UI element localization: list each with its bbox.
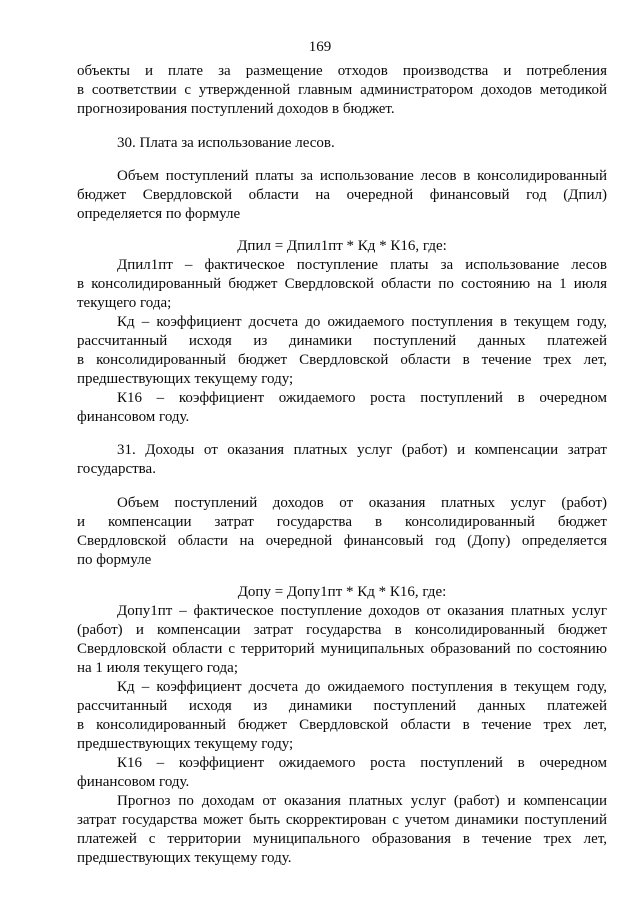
text-line: рассчитанный исходя из динамики поступлений данных платежей	[77, 698, 607, 714]
text-line: К16 – коэффициент ожидаемого роста поступлений в очередном	[117, 755, 607, 771]
section-heading: 31. Доходы от оказания платных услуг (работ) и компенсации затрат	[117, 442, 607, 458]
text-line: затрат государства может быть скорректирован с учетом динамики поступлений	[77, 812, 607, 828]
text-line: по формуле	[77, 552, 152, 568]
text-line: объекты и плате за размещение отходов производства и потребления	[77, 63, 607, 79]
text-line: и компенсации затрат государства в консолидированный бюджет	[77, 514, 607, 530]
text-line: Свердловской области с территорий муниципальных образований по состоянию	[77, 641, 607, 657]
page-number: 169	[308, 39, 332, 55]
formula: Дпил = Дпил1пт * Кд * К16, где:	[237, 238, 447, 254]
text-line: бюджет Свердловской области на очередной финансовый год (Дпил)	[77, 187, 607, 203]
text-line: предшествующих текущему году;	[77, 371, 294, 387]
text-line: Кд – коэффициент досчета до ожидаемого поступления в текущем году,	[117, 679, 607, 695]
text-line: К16 – коэффициент ожидаемого роста поступлений в очередном	[117, 390, 607, 406]
text-line: предшествующих текущему году;	[77, 736, 294, 752]
text-line: на 1 июля текущего года;	[77, 660, 239, 676]
text-line: (работ) и компенсации затрат государства в консолидированный бюджет	[77, 622, 607, 638]
text-line: Объем поступлений платы за использование лесов в консолидированный	[117, 168, 607, 184]
text-line: государства.	[77, 461, 156, 477]
text-line: Кд – коэффициент досчета до ожидаемого поступления в текущем году,	[117, 314, 607, 330]
text-line: Прогноз по доходам от оказания платных услуг (работ) и компенсации	[117, 793, 607, 809]
text-line: предшествующих текущему году.	[77, 850, 292, 866]
text-line: финансовом году.	[77, 774, 190, 790]
text-line: Объем поступлений доходов от оказания платных услуг (работ)	[117, 495, 607, 511]
text-line: в консолидированный бюджет Свердловской области в течение трех лет,	[77, 717, 607, 733]
text-line: прогнозирования поступлений доходов в бюджет.	[77, 101, 395, 117]
text-line: финансовом году.	[77, 409, 190, 425]
formula: Допу = Допу1пт * Кд * К16, где:	[237, 584, 447, 600]
section-heading: 30. Плата за использование лесов.	[117, 135, 335, 151]
text-line: Свердловской области на очередной финансовый год (Допу) определяется	[77, 533, 607, 549]
text-line: определяется по формуле	[77, 206, 241, 222]
text-line: Дпил1пт – фактическое поступление платы за использование лесов	[117, 257, 607, 273]
text-line: платежей с территории муниципального образования в течение трех лет,	[77, 831, 607, 847]
text-line: в соответствии с утвержденной главным администратором доходов методикой	[77, 82, 607, 98]
text-line: в консолидированный бюджет Свердловской области по состоянию на 1 июля	[77, 276, 607, 292]
text-line: рассчитанный исходя из динамики поступлений данных платежей	[77, 333, 607, 349]
text-line: текущего года;	[77, 295, 172, 311]
text-line: в консолидированный бюджет Свердловской области в течение трех лет,	[77, 352, 607, 368]
text-line: Допу1пт – фактическое поступление доходов от оказания платных услуг	[117, 603, 607, 619]
